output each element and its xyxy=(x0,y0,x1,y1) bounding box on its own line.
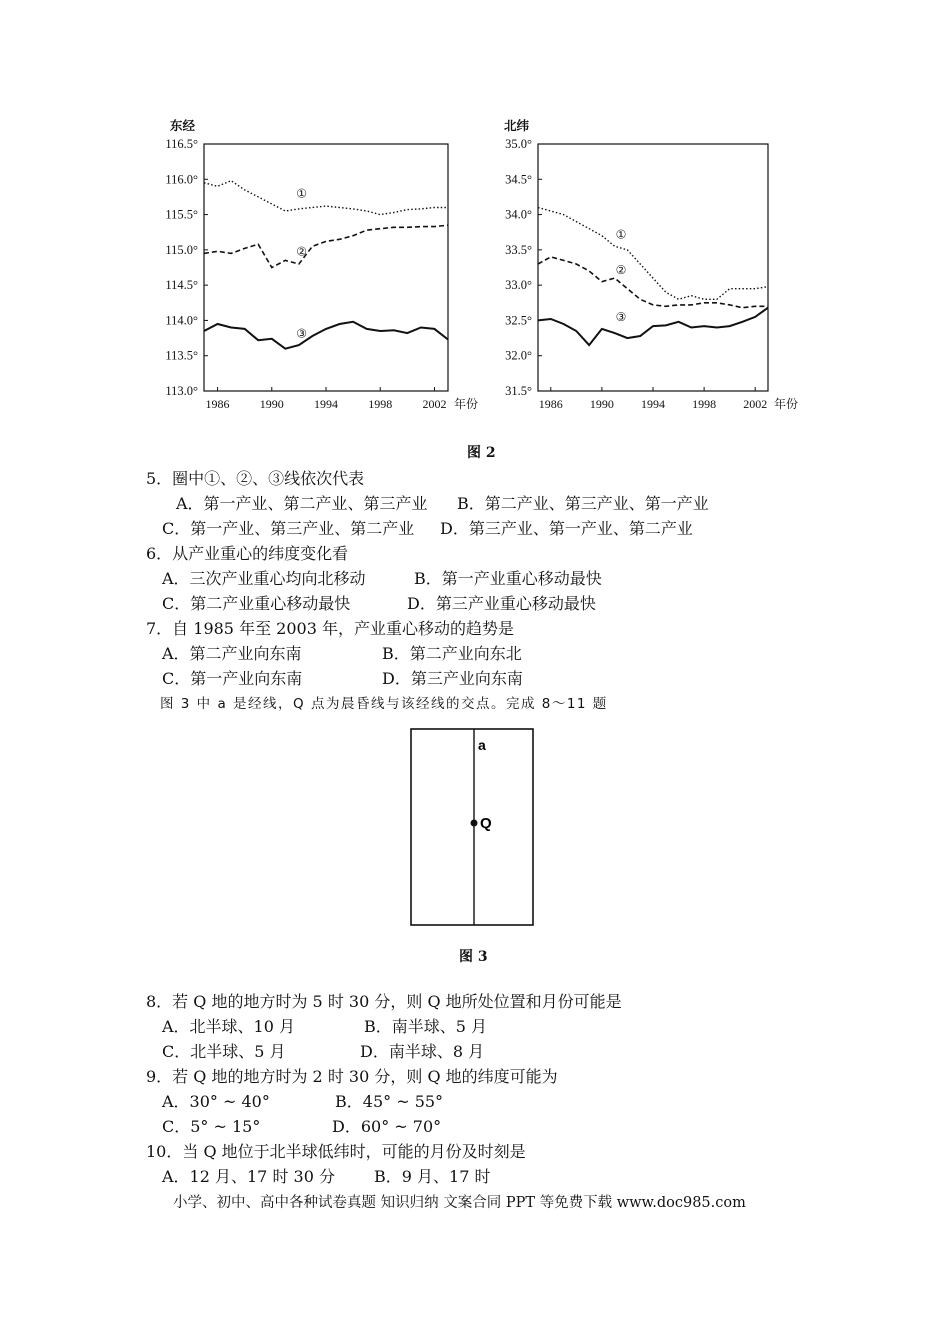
left-chart-ytick-label: 116.0° xyxy=(165,172,198,187)
left-chart-plot-frame xyxy=(204,144,448,391)
right-chart-series-label-3: ③ xyxy=(615,310,627,325)
q7-option-a: A．第二产业向东南 xyxy=(162,644,302,663)
left-chart-series-line-1 xyxy=(204,181,448,215)
q9-stem: 9．若 Q 地的地方时为 2 时 30 分，则 Q 地的纬度可能为 xyxy=(146,1067,558,1086)
right-chart-xtick-label: 1986 xyxy=(538,397,563,411)
point-q-label: Q xyxy=(480,815,492,832)
left-chart-xtick-label: 2002 xyxy=(422,397,447,411)
left-chart-ytick-label: 113.5° xyxy=(165,348,198,363)
q6-option-b: B．第一产业重心移动最快 xyxy=(414,569,602,588)
figure2-left-chart xyxy=(150,110,479,420)
q9-option-c: C．5° ~ 15° xyxy=(162,1117,261,1136)
q7-option-b: B．第二产业向东北 xyxy=(382,644,522,663)
q5-option-c: C．第一产业、第三产业、第二产业 xyxy=(162,519,415,538)
right-chart-series-line-3 xyxy=(538,308,768,345)
q9-option-d: D．60° ~ 70° xyxy=(332,1117,442,1136)
q5-option-b: B．第二产业、第三产业、第一产业 xyxy=(457,494,709,513)
q6-option-a: A．三次产业重心均向北移动 xyxy=(162,569,366,588)
right-chart-ytick-label: 31.5° xyxy=(505,384,532,398)
q6-option-c: C．第二产业重心移动最快 xyxy=(162,594,351,613)
left-chart-ylabel: 东经 xyxy=(170,119,196,133)
right-chart-svg xyxy=(480,110,810,420)
right-chart-xtick-label: 1994 xyxy=(641,397,665,411)
q6-stem: 6．从产业重心的纬度变化看 xyxy=(146,544,349,563)
figure3-caption: 图 3 xyxy=(459,949,488,965)
right-chart-ylabel: 北纬 xyxy=(504,119,530,133)
left-chart-xtick-label: 1998 xyxy=(368,397,393,411)
point-q xyxy=(471,820,478,827)
q5-stem: 5．圈中①、②、③线依次代表 xyxy=(146,469,365,488)
left-chart-xtick-label: 1990 xyxy=(259,397,284,411)
right-chart-xtick-label: 1998 xyxy=(692,397,717,411)
left-chart-series-line-2 xyxy=(204,225,448,267)
q8-option-b: B．南半球、5 月 xyxy=(364,1017,488,1036)
left-chart-ytick-label: 114.0° xyxy=(165,313,198,328)
right-chart-series-label-1: ① xyxy=(615,227,627,242)
figure2-right-chart xyxy=(480,110,810,420)
left-chart-ytick-label: 114.5° xyxy=(165,278,198,293)
q10-stem: 10．当 Q 地位于北半球低纬时，可能的月份及时刻是 xyxy=(146,1142,526,1161)
left-chart-series-label-1: ① xyxy=(296,186,307,201)
q10-option-a: A．12 月、17 时 30 分 xyxy=(162,1167,335,1186)
right-chart-ytick-label: 33.5° xyxy=(505,242,532,257)
left-chart-series-label-2: ② xyxy=(296,244,307,259)
meridian-a-label: a xyxy=(478,737,486,753)
right-chart-series-line-1 xyxy=(538,208,768,300)
right-chart-plot-frame xyxy=(538,144,768,391)
q7-option-d: D．第三产业向东南 xyxy=(382,669,523,688)
right-chart-xtick-label: 1990 xyxy=(589,397,614,411)
right-chart-ytick-label: 32.5° xyxy=(505,313,532,328)
left-chart-series-line-3 xyxy=(204,322,448,349)
q8-option-a: A．北半球、10 月 xyxy=(162,1017,296,1036)
figure3-frame xyxy=(411,729,533,925)
right-chart-ytick-label: 35.0° xyxy=(505,137,532,151)
left-chart-xtick-label: 1994 xyxy=(314,397,338,411)
right-chart-series-line-2 xyxy=(538,257,768,308)
figure3-intro: 图 3 中 a 是经线，Q 点为晨昏线与该经线的交点。完成 8～11 题 xyxy=(160,696,608,712)
q6-option-d: D．第三产业重心移动最快 xyxy=(407,594,596,613)
right-chart-xlabel: 年份 xyxy=(774,397,799,411)
q8-option-d: D．南半球、8 月 xyxy=(360,1042,485,1061)
right-chart-ytick-label: 32.0° xyxy=(505,348,532,363)
right-chart-xtick-label: 2002 xyxy=(743,397,768,411)
q7-option-c: C．第一产业向东南 xyxy=(162,669,303,688)
q10-option-b: B．9 月、17 时 xyxy=(374,1167,491,1186)
right-chart-ytick-label: 34.5° xyxy=(505,172,532,187)
left-chart-svg xyxy=(150,110,479,420)
q8-option-c: C．北半球、5 月 xyxy=(162,1042,286,1061)
left-chart-xlabel: 年份 xyxy=(454,397,479,411)
left-chart-ytick-label: 115.0° xyxy=(165,242,198,257)
left-chart-ytick-label: 113.0° xyxy=(165,384,198,398)
footer-text: 小学、初中、高中各种试卷真题 知识归纳 文案合同 PPT 等免费下载 www.doc985.com xyxy=(173,1195,746,1211)
figure3-svg xyxy=(408,726,538,931)
left-chart-ytick-label: 116.5° xyxy=(165,137,198,151)
left-chart-xtick-label: 1986 xyxy=(205,397,230,411)
q5-option-a: A．第一产业、第二产业、第三产业 xyxy=(176,494,428,513)
left-chart-series-label-3: ③ xyxy=(296,326,307,341)
figure2-caption: 图 2 xyxy=(467,445,496,461)
q9-option-b: B．45° ~ 55° xyxy=(335,1092,444,1111)
left-chart-ytick-label: 115.5° xyxy=(165,207,198,222)
right-chart-ytick-label: 33.0° xyxy=(505,278,532,293)
q9-option-a: A．30° ~ 40° xyxy=(162,1092,270,1111)
right-chart-series-label-2: ② xyxy=(615,262,627,277)
q7-stem: 7．自 1985 年至 2003 年，产业重心移动的趋势是 xyxy=(146,619,514,638)
q8-stem: 8．若 Q 地的地方时为 5 时 30 分，则 Q 地所处位置和月份可能是 xyxy=(146,992,622,1011)
figure3-diagram xyxy=(408,726,538,931)
q5-option-d: D．第三产业、第一产业、第二产业 xyxy=(440,519,693,538)
right-chart-ytick-label: 34.0° xyxy=(505,207,532,222)
